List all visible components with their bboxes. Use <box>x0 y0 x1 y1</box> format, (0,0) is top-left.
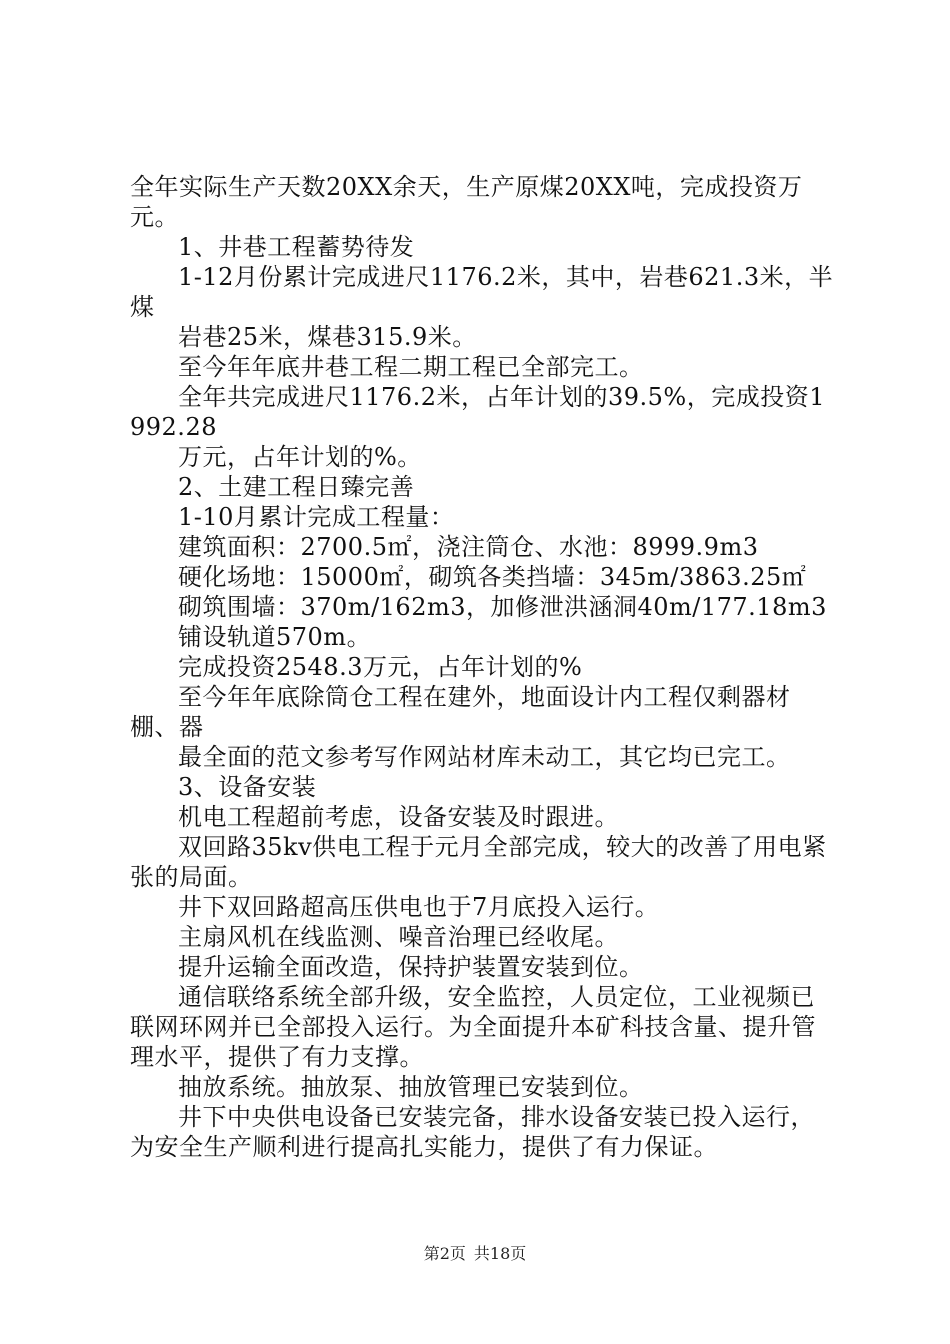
paragraph: 1-10月累计完成工程量： <box>178 503 455 531</box>
paragraph: 通信联络系统全部升级，安全监控，人员定位，工业视频已联网环网并已全部投入运行。为全面提升本矿科技含量、提升管理水平，提供了有力支撑。 <box>130 983 816 1071</box>
page-total: 共18页 <box>473 1244 527 1263</box>
paragraph: 提升运输全面改造，保持护装置安装到位。 <box>178 953 644 981</box>
paragraph: 1-12月份累计完成进尺1176.2米，其中，岩巷621.3米，半煤 <box>130 263 834 321</box>
paragraph: 砌筑围墙：370m/162m3，加修泄洪涵洞40m/177.18m3 <box>178 593 827 621</box>
section-heading: 1、井巷工程蓄势待发 <box>178 233 415 261</box>
paragraph: 铺设轨道570m。 <box>178 623 372 651</box>
paragraph: 双回路35kv供电工程于元月全部完成，较大的改善了用电紧张的局面。 <box>130 833 827 891</box>
paragraph: 井下双回路超高压供电也于7月底投入运行。 <box>178 893 660 921</box>
paragraph: 至今年年底井巷工程二期工程已全部完工。 <box>178 353 644 381</box>
paragraph: 主扇风机在线监测、噪音治理已经收尾。 <box>178 923 619 951</box>
paragraph: 硬化场地：15000㎡，砌筑各类挡墙：345m/3863.25㎡ <box>178 563 807 591</box>
paragraph: 全年实际生产天数20XX余天，生产原煤20XX吨，完成投资万元。 <box>130 173 803 231</box>
document-body <box>130 172 835 1162</box>
paragraph: 井下中央供电设备已安装完备，排水设备安装已投入运行，为安全生产顺利进行提高扎实能力，提供了有力保证。 <box>130 1103 815 1161</box>
paragraph: 建筑面积：2700.5㎡，浇注筒仓、水池：8999.9m3 <box>178 533 759 561</box>
page-footer <box>0 1244 950 1264</box>
paragraph: 最全面的范文参考写作网站材库未动工，其它均已完工。 <box>178 743 791 771</box>
paragraph: 至今年年底除筒仓工程在建外，地面设计内工程仅剩器材棚、器 <box>130 683 791 741</box>
page-number: 第2页 <box>423 1244 466 1263</box>
section-heading: 2、土建工程日臻完善 <box>178 473 415 501</box>
section-heading: 3、设备安装 <box>178 773 317 801</box>
paragraph: 抽放系统。抽放泵、抽放管理已安装到位。 <box>178 1073 644 1101</box>
paragraph: 机电工程超前考虑，设备安装及时跟进。 <box>178 803 619 831</box>
paragraph: 全年共完成进尺1176.2米，占年计划的39.5%，完成投资1992.28 <box>130 383 825 441</box>
paragraph: 完成投资2548.3万元，占年计划的% <box>178 653 583 681</box>
paragraph: 万元，占年计划的%。 <box>178 443 422 471</box>
paragraph: 岩巷25米，煤巷315.9米。 <box>178 323 477 351</box>
